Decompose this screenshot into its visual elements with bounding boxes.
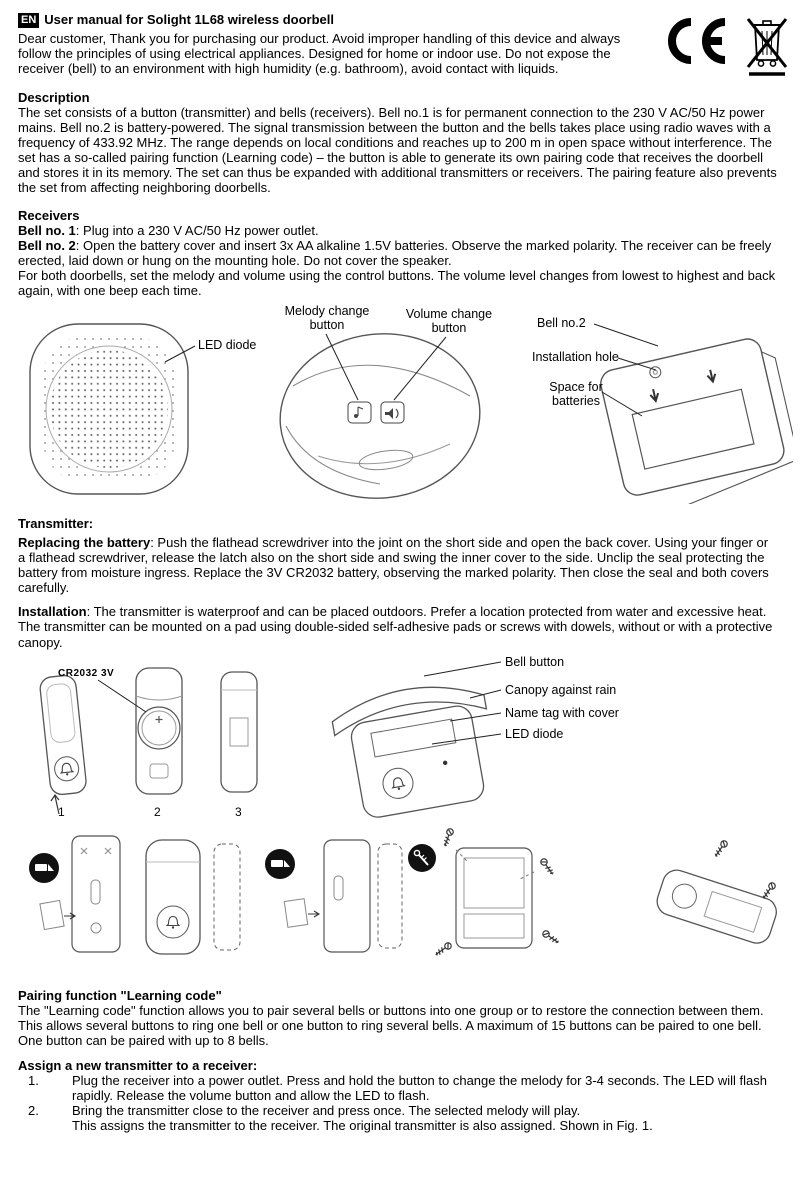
- bell1-paragraph: [18, 223, 778, 238]
- pairing-heading: Pairing function "Learning code": [18, 987, 222, 1003]
- assign-step-2: [18, 1103, 778, 1133]
- description-section: [18, 90, 792, 196]
- bell-button-label: Bell button: [505, 654, 565, 669]
- certification-marks: [660, 16, 792, 78]
- transmitter-heading: Transmitter:: [18, 516, 94, 532]
- receivers-section: [18, 208, 792, 298]
- bell-front-illustration: [30, 324, 195, 494]
- transmitter-figure: [18, 654, 793, 826]
- step-note-line: This assigns the transmitter to the receiver. The original transmitter is also assigned. Shown in Fig. 1.: [72, 1118, 653, 1134]
- name-tag-label: Name tag with cover: [505, 705, 619, 720]
- header-text: [18, 12, 656, 78]
- led-diode-label: LED diode: [198, 338, 257, 353]
- mounted-transmitter-illustration: [654, 839, 780, 946]
- transmitter-battery-illustration: [98, 668, 182, 794]
- assign-section: [18, 1058, 792, 1133]
- pairing-section: [18, 988, 792, 1048]
- installation-figure: [18, 828, 793, 980]
- replacing-battery-paragraph: [18, 535, 778, 595]
- description-body: The set consists of a button (transmitter) and bells (receivers). Bell no.1 is for permanent connection to the 230 V AC/50 Hz power mains. Bell no.2 is battery-powered. The signal transmission between the button and the bells takes place using radio waves with a frequency of 433.92 MHz. The range depends on local conditions and reaches up to 200 m in open space without interference. The set has a so-called pairing function (Learning code) – the button is able to generate its own pairing code that receives the doorbell and stores it in its memory. The set can thus be expanded with additional transmitters or receivers. The pairing feature also prevents the set from affecting neighboring doorbells.: [18, 105, 777, 196]
- installation-hole-label: Installation hole: [532, 350, 619, 365]
- transmitter-figure-drawing: [18, 654, 793, 826]
- intro-paragraph: Dear customer, Thank you for purchasing our product. Avoid improper handling of this device and always follow the principles of using electrical appliances. Designed for home or indoor use. Do not expose the receiver (bell) to an environment with high humidity (e.g. bathroom), avoid contact with liquids.: [18, 31, 621, 77]
- receivers-figure: [18, 304, 793, 504]
- transmitter-on-plate-illustration: [146, 840, 240, 954]
- bell2-text: : Open the battery cover and insert 3x AA alkaline 1.5V batteries. Observe the marked polarity. The receiver can be freely erected, laid down or hung on the mounting hole. Do not cover the speaker.: [18, 237, 772, 268]
- bell2-paragraph: [18, 238, 778, 268]
- step-number: 2.: [28, 1103, 39, 1119]
- weee-crossed-bin-icon: [744, 16, 790, 78]
- canopy-label: Canopy against rain: [505, 682, 617, 697]
- figure-number-2: 2: [154, 804, 161, 819]
- installation-label: Installation: [18, 604, 87, 620]
- step-text: [72, 1103, 778, 1133]
- bell2-label: Bell no.2: [537, 316, 586, 331]
- adhesive-mount-plate-illustration: [29, 836, 120, 952]
- replacing-battery-text: : Push the flathead screwdriver into the joint on the short side and open the back cover. Using your finger or a flathead screwdriver, release the latch also on the short side and swing the inner cover to the side. Unclip the seal protecting the battery from moisture ingress. Replace the 3V CR2032 battery, observing the marked polarity. Then close the seal and both covers carefully.: [18, 535, 769, 596]
- title-line: [18, 12, 656, 29]
- pairing-body: The "Learning code" function allows you to pair several bells or buttons into one group or to restore the connection between them. This allows several buttons to ring one bell or one button to ring several bells. A maximum of 15 buttons can be paired to one bell. One button can be paired with up to 8 bells.: [18, 1002, 764, 1048]
- doorbell-canopy-illustration: [329, 662, 502, 822]
- volume-button-label: Volume change button: [405, 307, 493, 336]
- transmitter-side-illustration: [39, 674, 87, 814]
- assign-step-1: [18, 1073, 778, 1103]
- transmitter-cover-illustration: [221, 672, 257, 792]
- step-text: Plug the receiver into a power outlet. Press and hold the button to change the melody for 3-4 seconds. The LED will flash rapidly. Release the volume button and allow the LED to flash.: [72, 1073, 767, 1104]
- bell2-label: Bell no. 2: [18, 237, 76, 253]
- bell2-illustration: [594, 324, 793, 504]
- screw-back-plate-illustration: [434, 828, 560, 957]
- ce-mark-icon: [660, 16, 728, 66]
- cr2032-label: CR2032 3V: [58, 667, 115, 679]
- bell1-text: : Plug into a 230 V AC/50 Hz power outlet.: [75, 222, 319, 238]
- description-heading: Description: [18, 90, 90, 105]
- battery-space-label: Space for batteries: [549, 380, 603, 409]
- page-title: User manual for Solight 1L68 wireless doorbell: [44, 12, 334, 27]
- transmitter-section: [18, 516, 792, 650]
- replacing-battery-label: Replacing the battery: [18, 535, 151, 551]
- bell-buttons-zoom-illustration: [272, 324, 488, 504]
- assign-heading: Assign a new transmitter to a receiver:: [18, 1057, 258, 1073]
- installation-paragraph: [18, 604, 778, 649]
- language-badge: EN: [18, 13, 39, 28]
- melody-button-label: Melody change button: [284, 304, 370, 333]
- step-text-line: Bring the transmitter close to the receiver and press once. The selected melody will play.: [72, 1103, 581, 1119]
- bell1-label: Bell no. 1: [18, 222, 76, 238]
- figure-number-3: 3: [235, 804, 242, 819]
- figure-number-1: 1: [58, 804, 65, 819]
- installation-figure-drawing: [18, 828, 793, 980]
- receivers-heading: Receivers: [18, 207, 80, 223]
- installation-text: : The transmitter is waterproof and can be placed outdoors. Prefer a location protected from water and excessive heat. The transmitter can be mounted on a pad using double-sided self-adhesive pads or screws with dowels, without or with a protective canopy.: [18, 604, 773, 650]
- controls-paragraph: For both doorbells, set the melody and volume using the control buttons. The volume level changes from lowest to highest and back again, with one beep each time.: [18, 267, 776, 298]
- led-diode-label-2: LED diode: [505, 726, 564, 741]
- adhesive-plate-dashed-illustration: [265, 840, 402, 952]
- screw-mount-icon: [408, 844, 436, 872]
- header: [18, 12, 792, 78]
- step-number: 1.: [28, 1073, 39, 1089]
